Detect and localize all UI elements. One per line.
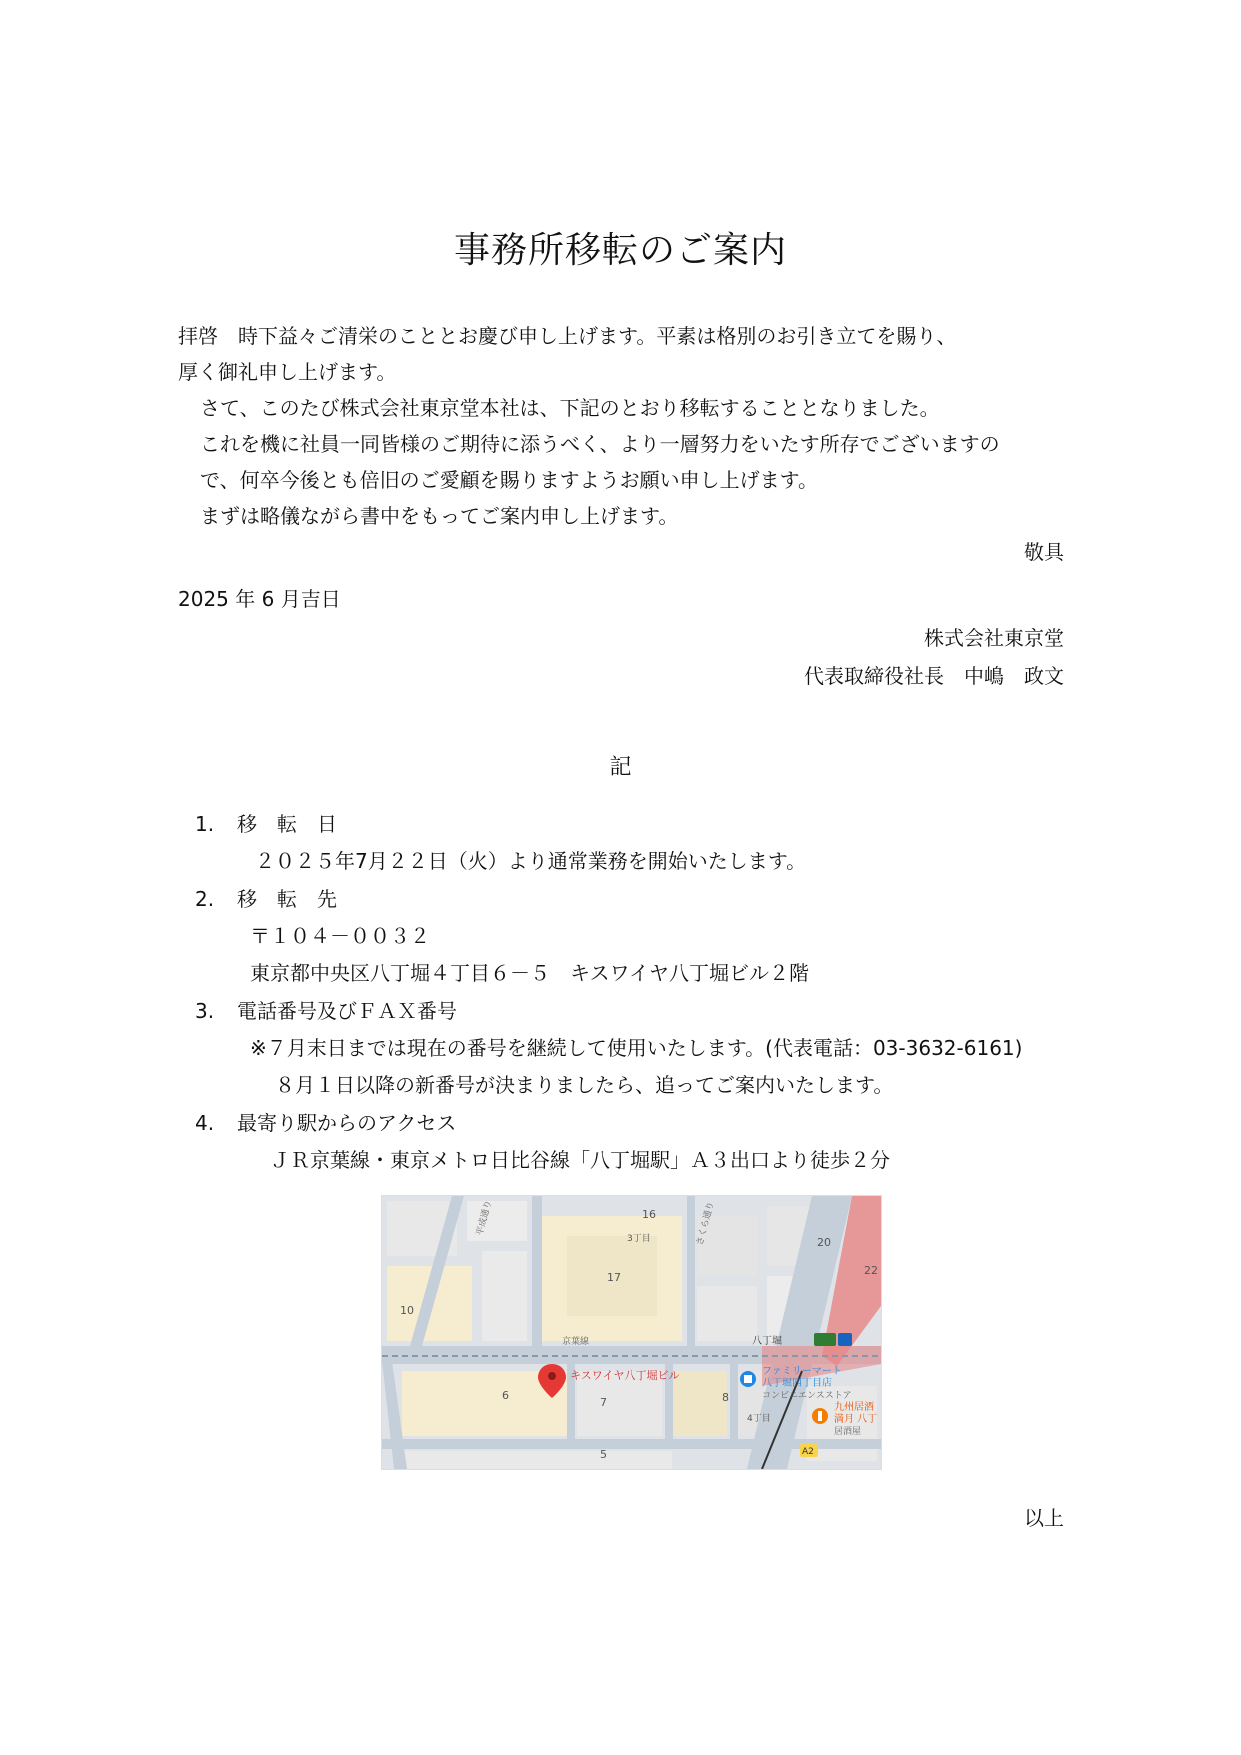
store-label: 八丁堀四丁目店 [762, 1378, 832, 1389]
jr-station-icon [814, 1333, 836, 1346]
restaurant-label: 満月 八丁 [834, 1414, 878, 1425]
item-number: 4. [195, 1111, 215, 1135]
greeting-line: まずは略儀ながら書中をもってご案内申し上げます。 [200, 504, 679, 528]
restaurant-icon [812, 1408, 828, 1424]
block-number-label: 7 [600, 1396, 607, 1409]
store-label: ファミリーマート [762, 1366, 842, 1377]
pin-label: キスワイヤ八丁堀ビル [570, 1369, 680, 1382]
street-label: さくら通り [695, 1200, 717, 1247]
chome-label: 4丁目 [747, 1414, 771, 1424]
exit-label: A2 [802, 1447, 814, 1457]
letter-date: 2025 年 6 月吉日 [178, 587, 341, 611]
greeting-line: さて、このたび株式会社東京堂本社は、下記のとおり移転することとなりました。 [200, 396, 940, 420]
item-title: 最寄り駅からのアクセス [237, 1111, 457, 1135]
item-number: 3. [195, 999, 215, 1023]
access-map [381, 1195, 882, 1470]
closing-ijou: 以上 [1024, 1506, 1064, 1530]
store-type-label: コンビニエンスストア [762, 1391, 852, 1401]
item-heading [195, 883, 337, 915]
greeting-line: 厚く御礼申し上げます。 [178, 360, 397, 384]
item-detail: ２０２５年7月２２日（火）より通常業務を開始いたします。 [255, 849, 807, 873]
greeting-block [178, 318, 1064, 570]
convenience-store-icon [740, 1371, 756, 1387]
closing-keigu: 敬具 [1024, 540, 1064, 564]
item-title: 移 転 日 [237, 812, 337, 836]
item-heading [195, 1107, 456, 1139]
item-detail: 東京都中央区八丁堀４丁目６－５ キスワイヤ八丁堀ビル２階 [250, 961, 809, 985]
block-number-label: 10 [400, 1304, 414, 1317]
item-detail: ※７月末日までは現在の番号を継続して使用いたします。(代表電話：03-3632-6161) [250, 1036, 1023, 1060]
restaurant-type-label: 居酒屋 [834, 1427, 862, 1437]
station-label: 八丁堀 [752, 1336, 782, 1347]
restaurant-label: 九州居酒 [834, 1402, 874, 1413]
greeting-line: 拝啓 時下益々ご清栄のこととお慶び申し上げます。平素は格別のお引き立てを賜り、 [178, 324, 957, 348]
item-number: 1. [195, 812, 215, 836]
greeting-line: これを機に社員一同皆様のご期待に添うべく、より一層努力をいたす所存でございますの [200, 432, 1000, 456]
greeting-line: で、何卒今後とも倍旧のご愛顧を賜りますようお願い申し上げます。 [200, 468, 818, 492]
item-heading [195, 808, 337, 840]
item-heading [195, 995, 457, 1027]
block-number-label: 5 [600, 1448, 607, 1461]
item-title: 移 転 先 [237, 887, 337, 911]
block-number-label: 22 [864, 1264, 878, 1277]
block-number-label: 20 [817, 1236, 831, 1249]
sender-company: 株式会社東京堂 [924, 626, 1064, 650]
block-number-label: 6 [502, 1389, 509, 1402]
street-label: 平成通り [475, 1199, 495, 1237]
item-detail: 〒１０４－００３２ [250, 924, 430, 948]
item-number: 2. [195, 887, 215, 911]
ki-heading: 記 [609, 755, 632, 780]
block-number-label: 17 [607, 1271, 621, 1284]
page-title: 事務所移転のご案内 [453, 230, 787, 271]
block-number-label: 8 [722, 1391, 729, 1404]
block-number-label: 16 [642, 1208, 656, 1221]
item-title: 電話番号及びＦＡＸ番号 [237, 999, 457, 1023]
rail-label: 京葉線 [562, 1337, 590, 1347]
sender-representative: 代表取締役社長 中嶋 政文 [804, 664, 1064, 688]
item-detail: ＪＲ京葉線・東京メトロ日比谷線「八丁堀駅」Ａ３出口より徒歩２分 [270, 1148, 890, 1172]
metro-station-icon [838, 1333, 852, 1346]
chome-label: 3丁目 [627, 1234, 651, 1244]
item-detail: ８月１日以降の新番号が決まりましたら、追ってご案内いたします。 [275, 1073, 894, 1097]
